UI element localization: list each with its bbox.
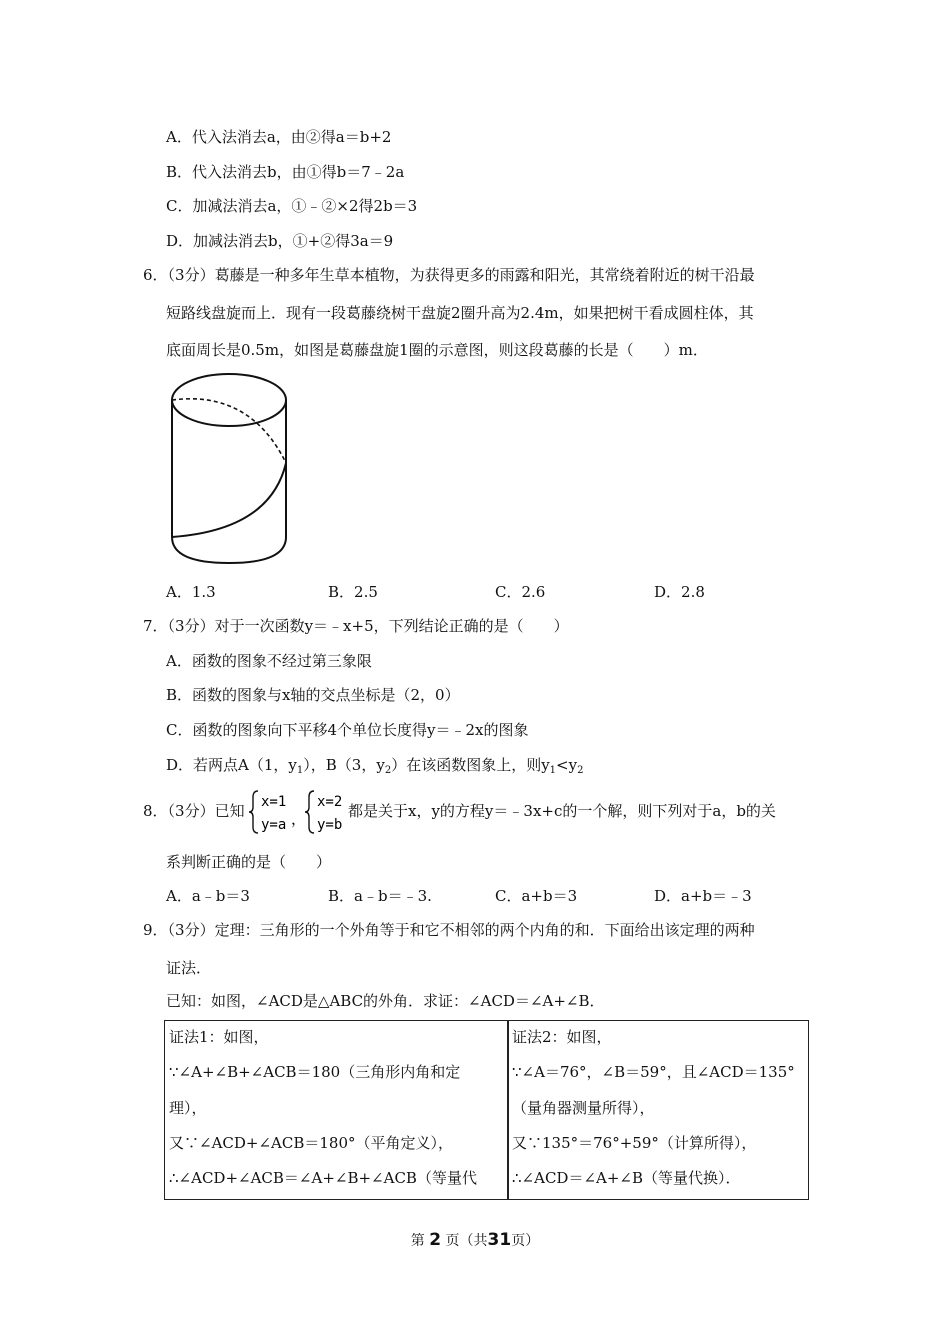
q7-option-b: B．函数的图象与x轴的交点坐标是（2，0） — [166, 686, 460, 704]
q8-option-b: B．a﹣b＝﹣3. — [328, 887, 432, 905]
total-page-count: 31 — [487, 1230, 512, 1250]
proof2-line: （量角器测量所得）， — [512, 1099, 655, 1117]
q8-stem-line2: 系判断正确的是（ ） — [166, 853, 332, 871]
q7-option-c: C．函数的图象向下平移4个单位长度得y＝﹣2x的图象 — [166, 721, 529, 739]
proof2-line: 又∵135°＝76°+59°（计算所得）， — [512, 1134, 757, 1152]
system2-bottom: y=b — [317, 817, 343, 833]
q9-stem-line1: 9．（3分）定理：三角形的一个外角等于和它不相邻的两个内角的和．下面给出该定理的两种 — [143, 921, 755, 939]
q5-option-a: A．代入法消去a，由②得a＝b+2 — [166, 128, 392, 146]
q8-option-c: C．a+b＝3 — [495, 887, 578, 905]
system2-top: x=2 — [317, 794, 343, 810]
proof-table-divider — [507, 1021, 509, 1199]
q6-stem-line2: 短路线盘旋而上．现有一段葛藤绕树干盘旋2圈升高为2.4m，如果把树干看成圆柱体，其 — [166, 304, 754, 322]
q6-stem-line3: 底面周长是0.5m，如图是葛藤盘旋1圈的示意图，则这段葛藤的长是（ ）m． — [166, 341, 708, 359]
q8-equation-systems — [248, 788, 352, 836]
q8-option-a: A．a﹣b＝3 — [166, 887, 250, 905]
q7-option-a: A．函数的图象不经过第三象限 — [166, 652, 372, 670]
q9-given: 已知：如图，∠ACD是△ABC的外角．求证：∠ACD＝∠A+∠B． — [166, 992, 605, 1010]
proof1-line: 证法1：如图， — [169, 1028, 269, 1046]
q9-stem-line2: 证法． — [166, 959, 212, 977]
proof1-line: 又∵∠ACD+∠ACB＝180°（平角定义）， — [169, 1134, 454, 1152]
q6-stem-line1: 6．（3分）葛藤是一种多年生草本植物，为获得更多的雨露和阳光，其常绕着附近的树干沿最 — [143, 266, 755, 284]
q5-option-d: D．加减法消去b，①+②得3a＝9 — [166, 232, 394, 250]
q6-option-c: C．2.6 — [495, 583, 546, 601]
q7-option-d: D．若两点A（1，$y_1$），B（3，$y_2$）在该函数图象上，则$y_1<y_2$ — [166, 756, 584, 776]
proof1-line: ∴∠ACD+∠ACB＝∠A+∠B+∠ACB（等量代 — [169, 1169, 477, 1187]
spiral-visible-path — [172, 463, 286, 537]
system-separator: ， — [291, 810, 307, 828]
cylinder-top-ellipse — [172, 374, 286, 426]
proof1-line: ∵∠A+∠B+∠ACB＝180（三角形内角和定 — [169, 1063, 461, 1081]
q6-option-d: D．2.8 — [654, 583, 705, 601]
system1-top: x=1 — [261, 794, 287, 810]
proof2-line: ∴∠ACD＝∠A+∠B（等量代换）． — [512, 1169, 741, 1187]
q5-option-b: B．代入法消去b，由①得b＝7﹣2a — [166, 163, 405, 181]
q5-option-c: C．加减法消去a，①﹣②×2得2b＝3 — [166, 197, 418, 215]
current-page-number: 2 — [429, 1230, 442, 1250]
q7-stem: 7．（3分）对于一次函数y＝﹣x+5，下列结论正确的是（ ） — [143, 617, 569, 635]
cylinder-spiral-figure — [160, 365, 300, 570]
q6-option-b: B．2.5 — [328, 583, 378, 601]
cylinder-bottom-arc — [172, 537, 286, 563]
system1-bottom: y=a — [261, 817, 287, 833]
proof2-line: 证法2：如图， — [512, 1028, 612, 1046]
proof-table — [164, 1020, 809, 1200]
spiral-hidden-path — [172, 399, 286, 463]
q8-stem-prefix: 8．（3分）已知 — [143, 802, 245, 820]
page-footer: 第 2 页（共31页） — [410, 1230, 540, 1250]
proof2-line: ∵∠A＝76°，∠B＝59°，且∠ACD＝135° — [512, 1063, 795, 1081]
proof1-line: 理）， — [169, 1099, 207, 1117]
brace-left-1 — [249, 791, 258, 833]
q6-option-a: A．1.3 — [166, 583, 216, 601]
brace-left-2 — [305, 791, 314, 833]
q8-option-d: D．a+b＝﹣3 — [654, 887, 752, 905]
q8-stem-suffix: 都是关于x，y的方程y＝﹣3x+c的一个解，则下列对于a，b的关 — [348, 802, 776, 820]
